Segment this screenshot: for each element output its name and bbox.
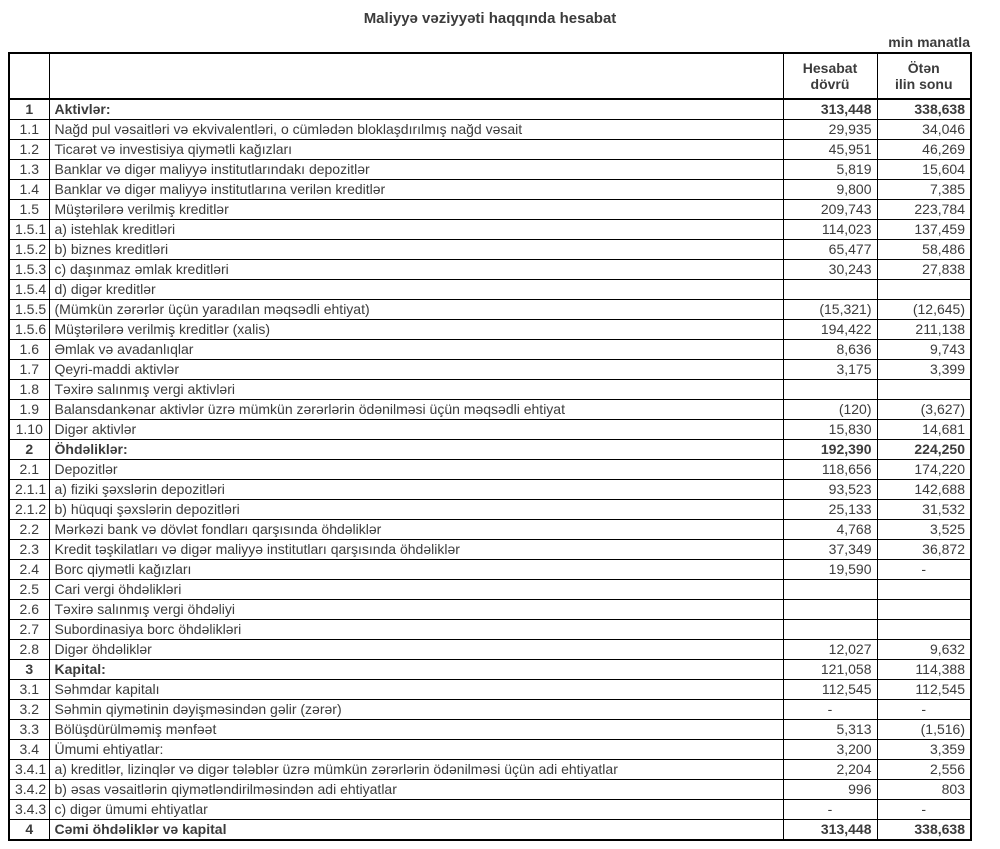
row-label: Ticarət və investisiya qiymətli kağızları: [49, 140, 783, 160]
value-current: 118,656: [783, 460, 877, 480]
row-label: Əmlak və avadanlıqlar: [49, 340, 783, 360]
row-number: 2.4: [9, 560, 49, 580]
header-prior-line1: Ötən: [907, 59, 940, 76]
row-number: 1.10: [9, 420, 49, 440]
table-row: [9, 400, 971, 420]
table-row: [9, 820, 971, 841]
financial-statement-page: [8, 0, 972, 841]
value-current: 37,349: [783, 540, 877, 560]
value-prior: 137,459: [877, 220, 971, 240]
value-current: [783, 380, 877, 400]
row-number: 3.2: [9, 700, 49, 720]
value-current: 8,636: [783, 340, 877, 360]
table-row: [9, 780, 971, 800]
value-prior: 112,545: [877, 680, 971, 700]
row-number: 2.1.1: [9, 480, 49, 500]
row-label: Digər aktivlər: [49, 420, 783, 440]
value-prior: 211,138: [877, 320, 971, 340]
value-current: 9,800: [783, 180, 877, 200]
row-number: 1.5.1: [9, 220, 49, 240]
row-label: Banklar və digər maliyyə institutlarındakı depozitlər: [49, 160, 783, 180]
row-label: c) daşınmaz əmlak kreditləri: [49, 260, 783, 280]
table-row: [9, 99, 971, 120]
value-current: [783, 580, 877, 600]
row-label: Müştərilərə verilmiş kreditlər: [49, 200, 783, 220]
value-current: 996: [783, 780, 877, 800]
financial-position-table: [8, 52, 972, 841]
row-number: 1.3: [9, 160, 49, 180]
table-row: [9, 640, 971, 660]
row-number: 1.6: [9, 340, 49, 360]
row-label: Təxirə salınmış vergi aktivləri: [49, 380, 783, 400]
row-label: Səhmin qiymətinin dəyişməsindən gəlir (zərər): [49, 700, 783, 720]
row-number: 1.7: [9, 360, 49, 380]
row-label: Kapital:: [49, 660, 783, 680]
value-prior: 9,743: [877, 340, 971, 360]
value-prior: 46,269: [877, 140, 971, 160]
row-number: 1.9: [9, 400, 49, 420]
row-number: 1.8: [9, 380, 49, 400]
row-label: Balansdankənar aktivlər üzrə mümkün zərərlərin ödənilməsi üçün məqsədli ehtiyat: [49, 400, 783, 420]
value-prior: 142,688: [877, 480, 971, 500]
table-row: [9, 300, 971, 320]
row-label: (Mümkün zərərlər üçün yaradılan məqsədli ehtiyat): [49, 300, 783, 320]
table-row: [9, 260, 971, 280]
value-prior: 338,638: [877, 820, 971, 841]
value-current: -: [783, 800, 877, 820]
table-row: [9, 240, 971, 260]
row-label: Borc qiymətli kağızları: [49, 560, 783, 580]
value-current: 4,768: [783, 520, 877, 540]
row-label: Cari vergi öhdəlikləri: [49, 580, 783, 600]
table-row: [9, 680, 971, 700]
row-number: 1.5.4: [9, 280, 49, 300]
table-row: [9, 560, 971, 580]
value-current: 194,422: [783, 320, 877, 340]
value-current: 12,027: [783, 640, 877, 660]
value-current: 45,951: [783, 140, 877, 160]
value-prior: 34,046: [877, 120, 971, 140]
value-prior: 7,385: [877, 180, 971, 200]
table-row: [9, 320, 971, 340]
value-prior: 223,784: [877, 200, 971, 220]
row-number: 3.4.1: [9, 760, 49, 780]
value-current: [783, 600, 877, 620]
row-label: b) hüquqi şəxslərin depozitləri: [49, 500, 783, 520]
row-number: 3.4.3: [9, 800, 49, 820]
table-row: [9, 480, 971, 500]
row-number: 2.8: [9, 640, 49, 660]
value-prior: [877, 600, 971, 620]
row-label: Digər öhdəliklər: [49, 640, 783, 660]
row-number: 1.5.6: [9, 320, 49, 340]
table-row: [9, 460, 971, 480]
value-current: 209,743: [783, 200, 877, 220]
value-current: 313,448: [783, 99, 877, 120]
table-row: [9, 220, 971, 240]
row-label: b) biznes kreditləri: [49, 240, 783, 260]
table-row: [9, 440, 971, 460]
value-current: 3,175: [783, 360, 877, 380]
value-prior: -: [877, 700, 971, 720]
value-current: 3,200: [783, 740, 877, 760]
header-number-col: [9, 53, 49, 99]
row-number: 2.1: [9, 460, 49, 480]
row-number: 2.6: [9, 600, 49, 620]
row-label: Mərkəzi bank və dövlət fondları qarşısında öhdəliklər: [49, 520, 783, 540]
value-prior: (3,627): [877, 400, 971, 420]
row-number: 2.3: [9, 540, 49, 560]
value-prior: 9,632: [877, 640, 971, 660]
table-row: [9, 700, 971, 720]
table-row: [9, 280, 971, 300]
row-number: 1.5.5: [9, 300, 49, 320]
row-number: 2.1.2: [9, 500, 49, 520]
value-prior: 224,250: [877, 440, 971, 460]
value-prior: 114,388: [877, 660, 971, 680]
table-row: [9, 180, 971, 200]
value-prior: 36,872: [877, 540, 971, 560]
value-current: (120): [783, 400, 877, 420]
row-label: Kredit təşkilatları və digər maliyyə institutları qarşısında öhdəliklər: [49, 540, 783, 560]
value-prior: 31,532: [877, 500, 971, 520]
row-number: 2.7: [9, 620, 49, 640]
value-current: [783, 620, 877, 640]
row-label: Depozitlər: [49, 460, 783, 480]
table-row: [9, 660, 971, 680]
row-number: 3.3: [9, 720, 49, 740]
table-row: [9, 720, 971, 740]
row-label: Cəmi öhdəliklər və kapital: [49, 820, 783, 841]
value-current: 25,133: [783, 500, 877, 520]
value-prior: -: [877, 560, 971, 580]
value-current: 29,935: [783, 120, 877, 140]
row-label: Qeyri-maddi aktivlər: [49, 360, 783, 380]
value-prior: [877, 280, 971, 300]
value-current: 112,545: [783, 680, 877, 700]
row-number: 1.4: [9, 180, 49, 200]
row-number: 3.1: [9, 680, 49, 700]
value-prior: 15,604: [877, 160, 971, 180]
row-label: Öhdəliklər:: [49, 440, 783, 460]
row-label: Təxirə salınmış vergi öhdəliyi: [49, 600, 783, 620]
table-row: [9, 340, 971, 360]
header-prior-line2: ilin sonu: [894, 76, 953, 92]
row-label: Bölüşdürülməmiş mənfəət: [49, 720, 783, 740]
row-label: a) kreditlər, lizinqlər və digər tələblər üzrə mümkün zərərlərin ödənilməsi üçün adi ehtiyatlar: [49, 760, 783, 780]
page-title: Maliyyə vəziyyəti haqqında hesabat: [363, 10, 617, 27]
table-row: [9, 740, 971, 760]
table-row: [9, 580, 971, 600]
row-label: Səhmdar kapitalı: [49, 680, 783, 700]
header-current-period: [783, 53, 877, 99]
row-label: Nağd pul vəsaitləri və ekvivalentləri, o cümlədən bloklaşdırılmış nağd vəsait: [49, 120, 783, 140]
row-number: 1.1: [9, 120, 49, 140]
table-row: [9, 200, 971, 220]
value-current: 15,830: [783, 420, 877, 440]
value-current: 65,477: [783, 240, 877, 260]
table-row: [9, 540, 971, 560]
value-current: 121,058: [783, 660, 877, 680]
value-current: -: [783, 700, 877, 720]
row-label: b) əsas vəsaitlərin qiymətləndirilməsindən adi ehtiyatlar: [49, 780, 783, 800]
value-prior: [877, 380, 971, 400]
row-number: 3.4: [9, 740, 49, 760]
value-current: 19,590: [783, 560, 877, 580]
table-row: [9, 500, 971, 520]
value-current: 192,390: [783, 440, 877, 460]
row-number: 2.2: [9, 520, 49, 540]
value-current: 313,448: [783, 820, 877, 841]
table-body: [9, 99, 971, 840]
row-label: c) digər ümumi ehtiyatlar: [49, 800, 783, 820]
header-prior-period: [877, 53, 971, 99]
value-prior: [877, 580, 971, 600]
row-number: 1: [9, 99, 49, 120]
value-current: 2,204: [783, 760, 877, 780]
row-number: 4: [9, 820, 49, 841]
table-row: [9, 600, 971, 620]
value-prior: 174,220: [877, 460, 971, 480]
value-prior: 338,638: [877, 99, 971, 120]
table-row: [9, 520, 971, 540]
header-current-line2: dövrü: [810, 76, 850, 92]
value-prior: 803: [877, 780, 971, 800]
value-current: 5,819: [783, 160, 877, 180]
value-prior: 27,838: [877, 260, 971, 280]
value-current: [783, 280, 877, 300]
value-current: 114,023: [783, 220, 877, 240]
row-number: 1.5: [9, 200, 49, 220]
row-label: Ümumi ehtiyatlar:: [49, 740, 783, 760]
value-prior: 3,525: [877, 520, 971, 540]
row-label: d) digər kreditlər: [49, 280, 783, 300]
value-prior: (1,516): [877, 720, 971, 740]
value-prior: (12,645): [877, 300, 971, 320]
header-row: [9, 53, 971, 99]
row-label: a) fiziki şəxslərin depozitləri: [49, 480, 783, 500]
value-prior: 3,399: [877, 360, 971, 380]
table-row: [9, 140, 971, 160]
row-number: 1.5.3: [9, 260, 49, 280]
table-row: [9, 380, 971, 400]
row-number: 1.5.2: [9, 240, 49, 260]
row-label: Müştərilərə verilmiş kreditlər (xalis): [49, 320, 783, 340]
row-number: 2: [9, 440, 49, 460]
row-number: 3.4.2: [9, 780, 49, 800]
value-current: 5,313: [783, 720, 877, 740]
value-prior: 2,556: [877, 760, 971, 780]
unit-note: min manatla: [888, 34, 970, 50]
value-current: (15,321): [783, 300, 877, 320]
value-current: 93,523: [783, 480, 877, 500]
row-label: Banklar və digər maliyyə institutlarına verilən kreditlər: [49, 180, 783, 200]
value-prior: 14,681: [877, 420, 971, 440]
table-row: [9, 760, 971, 780]
value-prior: [877, 620, 971, 640]
value-prior: 58,486: [877, 240, 971, 260]
row-label: Aktivlər:: [49, 99, 783, 120]
table-row: [9, 360, 971, 380]
table-row: [9, 800, 971, 820]
row-number: 3: [9, 660, 49, 680]
row-number: 1.2: [9, 140, 49, 160]
table-row: [9, 120, 971, 140]
value-prior: -: [877, 800, 971, 820]
row-number: 2.5: [9, 580, 49, 600]
row-label: Subordinasiya borc öhdəlikləri: [49, 620, 783, 640]
header-current-line1: Hesabat: [802, 59, 858, 76]
table-row: [9, 620, 971, 640]
header-label-col: [49, 53, 783, 99]
value-prior: 3,359: [877, 740, 971, 760]
table-row: [9, 420, 971, 440]
table-row: [9, 160, 971, 180]
row-label: a) istehlak kreditləri: [49, 220, 783, 240]
value-current: 30,243: [783, 260, 877, 280]
